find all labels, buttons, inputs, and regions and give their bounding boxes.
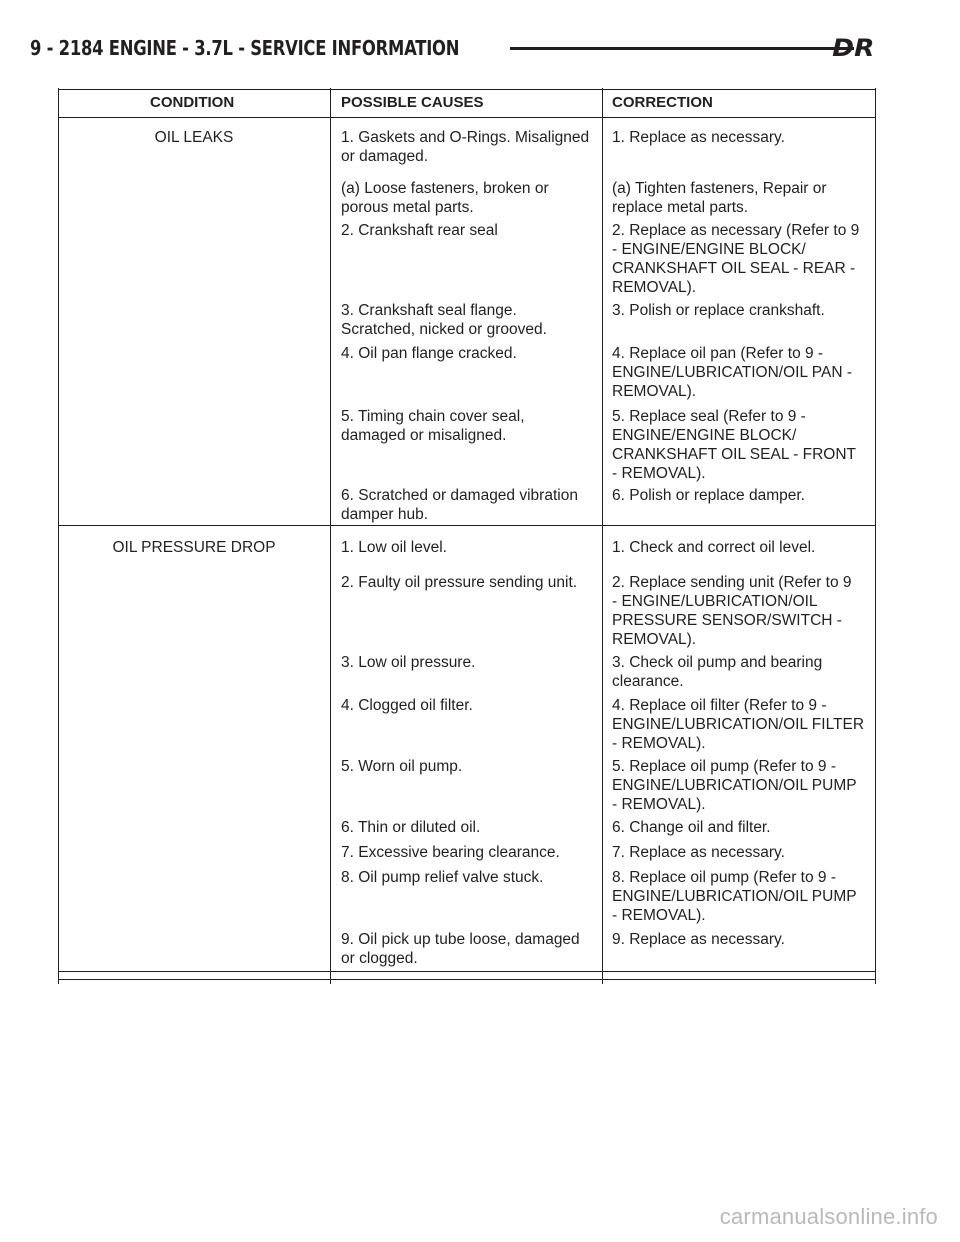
table-bottom-rule — [58, 971, 876, 972]
column-header-condition: CONDITION — [150, 94, 235, 111]
correction-cell: 3. Polish or replace crankshaft. — [612, 302, 825, 319]
correction-cell: 1. Check and correct oil level. — [612, 539, 816, 556]
cause-cell: 3. Low oil pressure. — [341, 654, 476, 671]
correction-cell: 9. Replace as necessary. — [612, 931, 785, 948]
model-code: DR — [831, 34, 874, 62]
cause-cell: 6. Thin or diluted oil. — [341, 819, 481, 836]
cause-cell: 6. Scratched or damaged vibration damper hub. — [341, 487, 578, 523]
correction-cell: 3. Check oil pump and bearing clearance. — [612, 654, 823, 690]
table-bottom-rule — [58, 979, 876, 980]
cause-cell: 3. Crankshaft seal flange. Scratched, nicked or grooved. — [341, 302, 547, 338]
correction-cell: 7. Replace as necessary. — [612, 844, 785, 861]
correction-cell: 5. Replace seal (Refer to 9 - ENGINE/ENGINE BLOCK/ CRANKSHAFT OIL SEAL - FRONT - REMOVAL). — [612, 408, 857, 482]
column-header-causes: POSSIBLE CAUSES — [341, 94, 484, 111]
correction-cell: 6. Change oil and filter. — [612, 819, 771, 836]
cause-cell: 7. Excessive bearing clearance. — [341, 844, 560, 861]
cause-cell: 5. Timing chain cover seal, damaged or misaligned. — [341, 408, 525, 444]
page-title: 9 - 2184 ENGINE - 3.7L - SERVICE INFORMATION — [30, 36, 460, 60]
cause-cell: (a) Loose fasteners, broken or porous metal parts. — [341, 180, 549, 216]
condition-oil-leaks: OIL LEAKS — [154, 129, 234, 146]
correction-cell: 2. Replace sending unit (Refer to 9 - ENGINE/LUBRICATION/OIL PRESSURE SENSOR/SWITCH - REMOVAL). — [612, 574, 852, 648]
correction-cell: 2. Replace as necessary (Refer to 9 - ENGINE/ENGINE BLOCK/ CRANKSHAFT OIL SEAL - REAR - REMOVAL). — [612, 222, 860, 296]
table-border-left — [58, 88, 59, 984]
watermark: carmanualsonline.info — [719, 1204, 938, 1229]
cause-cell: 1. Gaskets and O-Rings. Misaligned or damaged. — [341, 129, 590, 165]
cause-cell: 1. Low oil level. — [341, 539, 447, 556]
table-column-divider — [330, 88, 331, 984]
page-header — [30, 36, 878, 66]
cause-cell: 4. Oil pan flange cracked. — [341, 345, 517, 362]
cause-cell: 2. Faulty oil pressure sending unit. — [341, 574, 578, 591]
correction-cell: 1. Replace as necessary. — [612, 129, 785, 146]
table-top-rule — [58, 89, 876, 90]
correction-cell: 4. Replace oil filter (Refer to 9 - ENGINE/LUBRICATION/OIL FILTER - REMOVAL). — [612, 697, 865, 752]
cause-cell: 4. Clogged oil filter. — [341, 697, 473, 714]
correction-cell: 4. Replace oil pan (Refer to 9 - ENGINE/LUBRICATION/OIL PAN - REMOVAL). — [612, 345, 853, 400]
cause-cell: 9. Oil pick up tube loose, damaged or clogged. — [341, 931, 580, 967]
cause-cell: 5. Worn oil pump. — [341, 758, 463, 775]
table-group-rule — [58, 525, 876, 526]
cause-cell: 2. Crankshaft rear seal — [341, 222, 498, 239]
table-header-rule — [58, 117, 876, 118]
correction-cell: 6. Polish or replace damper. — [612, 487, 805, 504]
column-header-correction: CORRECTION — [612, 94, 713, 111]
condition-oil-pressure-drop: OIL PRESSURE DROP — [112, 539, 276, 556]
table-border-right — [875, 88, 876, 984]
header-rule — [510, 47, 854, 50]
correction-cell: (a) Tighten fasteners, Repair or replace metal parts. — [612, 180, 827, 216]
correction-cell: 5. Replace oil pump (Refer to 9 - ENGINE/LUBRICATION/OIL PUMP - REMOVAL). — [612, 758, 857, 813]
correction-cell: 8. Replace oil pump (Refer to 9 - ENGINE/LUBRICATION/OIL PUMP - REMOVAL). — [612, 869, 857, 924]
cause-cell: 8. Oil pump relief valve stuck. — [341, 869, 544, 886]
